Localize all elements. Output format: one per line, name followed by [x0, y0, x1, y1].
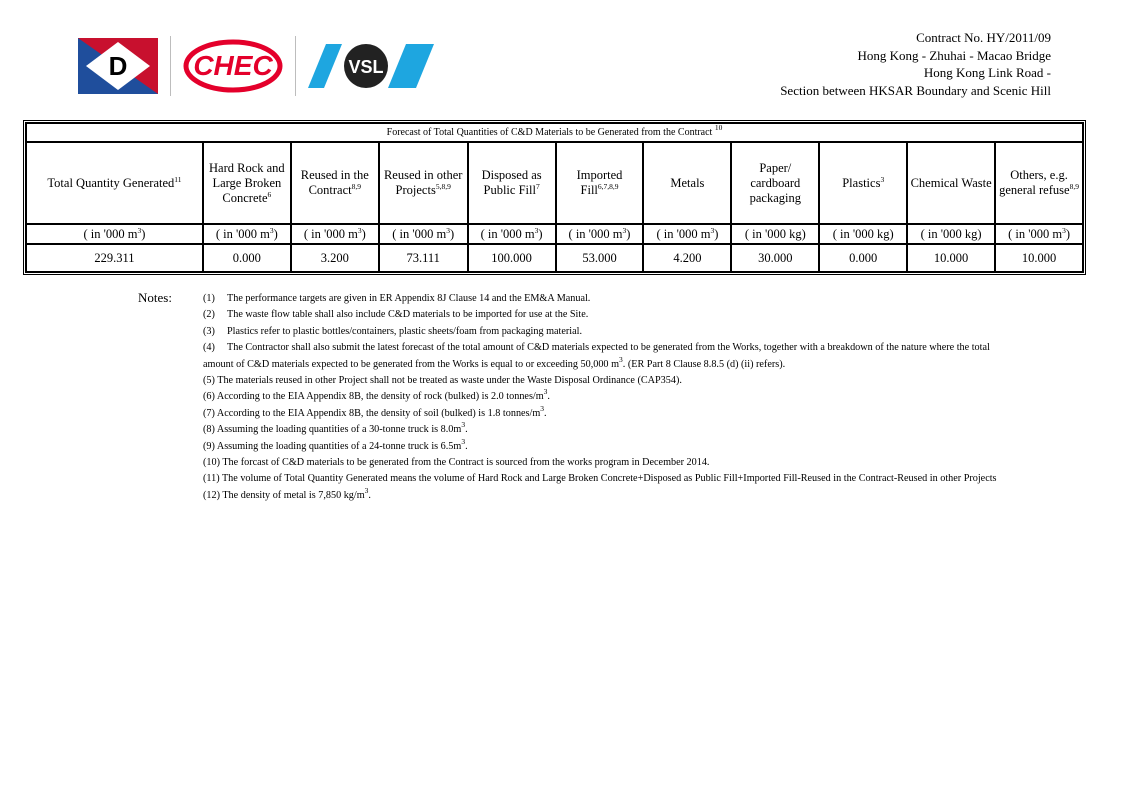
chec-logo-text: CHEC — [193, 50, 273, 81]
note-text: (5) The materials reused in other Project shall not be treated as waste under the Waste Disposal Ordinance (CAP354). — [203, 375, 682, 387]
column-header: Chemical Waste — [907, 142, 995, 224]
road-name: Hong Kong Link Road - — [923, 65, 1051, 80]
d-company-logo — [78, 38, 158, 94]
table-caption: Forecast of Total Quantities of C&D Materials to be Generated from the Contract $^{10}$ — [26, 123, 1083, 142]
note-text: (6) According to the EIA Appendix 8B, the density of rock (bulked) is 2.0 tonnes/m — [203, 391, 544, 403]
unit-cell: ( in '000 kg) — [819, 224, 907, 244]
note-item: (9) Assuming the loading quantities of a 24-tonne truck is $6.5m^3$. — [203, 438, 468, 452]
unit-cell: ( in '000 $m^3$) — [379, 224, 468, 244]
logo-divider — [295, 36, 296, 96]
value-row — [26, 244, 1083, 272]
column-header: Others, e.g. general refuse$^{8,9}$ — [995, 142, 1083, 224]
note-item — [203, 340, 1088, 356]
note-text: The waste flow table shall also include C&D materials to be imported for use at the Site. — [227, 309, 589, 321]
unit-cell: ( in '000 $m^3$) — [26, 224, 203, 244]
value-cell: 10.000 — [995, 244, 1083, 272]
notes-label: Notes: — [138, 290, 172, 305]
note-item — [203, 307, 1088, 323]
unit-row — [26, 224, 1083, 244]
note-item — [203, 373, 1088, 389]
note-text: (10) The forcast of C&D materials to be generated from the Contract is sourced from the works program in December 2014. — [203, 457, 710, 469]
value-cell: 0.000 — [203, 244, 291, 272]
value-cell: 4.200 — [643, 244, 731, 272]
note-item: (12) The density of metal is 7,850 $kg/m^3$. — [203, 487, 371, 501]
value-cell: 100.000 — [468, 244, 556, 272]
note-number: (3) — [203, 325, 215, 337]
value-cell: 73.111 — [379, 244, 468, 272]
contract-header — [780, 29, 1051, 99]
column-header: Imported Fill$^{6,7,8,9}$ — [556, 142, 644, 224]
value-cell: 53.000 — [556, 244, 644, 272]
section-name: Section between HKSAR Boundary and Scenic Hill — [780, 82, 1051, 98]
unit-cell: ( in '000 $m^3$) — [203, 224, 291, 244]
unit-cell: ( in '000 kg) — [731, 224, 819, 244]
vsl-logo-text: VSL — [348, 57, 384, 77]
value-cell: 30.000 — [731, 244, 819, 272]
logo-divider — [170, 36, 171, 96]
unit-cell: ( in '000 $m^3$) — [291, 224, 379, 244]
note-text: The Contractor shall also submit the latest forecast of the total amount of C&D materials expected to be generated from the Works, together with a breakdown of the nature where the total — [227, 342, 990, 354]
note-item — [203, 471, 1088, 487]
unit-cell: ( in '000 $m^3$) — [995, 224, 1083, 244]
value-cell: 10.000 — [907, 244, 995, 272]
value-cell: 229.311 — [26, 244, 203, 272]
d-logo-letter: D — [108, 51, 128, 81]
forecast-quantities-table — [23, 120, 1086, 275]
note-number: (1) — [203, 293, 215, 304]
note-text: amount of C&D materials expected to be generated from the Works is equal to or exceeding 50,000 m — [203, 358, 619, 370]
note-item — [203, 455, 1088, 471]
notes-list — [203, 291, 1088, 504]
value-cell: 3.200 — [291, 244, 379, 272]
note-item — [203, 324, 1088, 340]
note-item: amount of C&D materials expected to be generated from the Works is equal to or exceeding 50,000 $m^3$. (ER Part 8 Clause 8.8.5 (d) (ii) refers). — [203, 356, 786, 370]
column-header-row — [26, 142, 1083, 224]
chec-logo — [183, 38, 283, 94]
column-header: Reused in the Contract$^{8,9}$ — [291, 142, 379, 224]
note-text: (9) Assuming the loading quantities of a 24-tonne truck is 6.5m — [203, 440, 462, 452]
value-cell: 0.000 — [819, 244, 907, 272]
note-number: (4) — [203, 342, 215, 354]
column-header: Plastics$^3$ — [819, 142, 907, 224]
note-text: The performance targets are given in ER Appendix 8J Clause 14 and the EM&A Manual. — [227, 293, 591, 304]
note-text: Plastics refer to plastic bottles/containers, plastic sheets/foam from packaging material. — [227, 325, 583, 337]
note-text: (8) Assuming the loading quantities of a 30-tonne truck is 8.0m — [203, 424, 462, 436]
column-header: Reused in other Projects$^{5,8,9}$ — [379, 142, 468, 224]
unit-cell: ( in '000 $m^3$) — [643, 224, 731, 244]
unit-cell: ( in '000 $m^3$) — [468, 224, 556, 244]
contract-number: Contract No. HY/2011/09 — [916, 30, 1051, 45]
note-text: (11) The volume of Total Quantity Generated means the volume of Hard Rock and Large Broken Concrete+Disposed as Public Fill+Imported Fill-Reused in the Contract-Reused in other Projects — [203, 473, 997, 485]
note-item: (8) Assuming the loading quantities of a 30-tonne truck is $8.0m^3$. — [203, 422, 468, 436]
column-header: Paper/ cardboard packaging — [731, 142, 819, 224]
project-name: Hong Kong - Zhuhai - Macao Bridge — [857, 47, 1051, 63]
column-header: Metals — [643, 142, 731, 224]
note-item — [203, 291, 1088, 307]
note-item: (7) According to the EIA Appendix 8B, the density of soil (bulked) is 1.8 tonnes/$m^3$. — [203, 405, 547, 419]
unit-cell: ( in '000 kg) — [907, 224, 995, 244]
unit-cell: ( in '000 $m^3$) — [556, 224, 644, 244]
company-logos — [78, 34, 438, 98]
column-header: Disposed as Public Fill$^7$ — [468, 142, 556, 224]
column-header: Total Quantity Generated$^{11}$ — [26, 142, 203, 224]
vsl-logo — [308, 38, 438, 94]
note-text: (7) According to the EIA Appendix 8B, the density of soil (bulked) is 1.8 tonnes/m — [203, 407, 541, 419]
note-item: (6) According to the EIA Appendix 8B, the density of rock (bulked) is 2.0 tonnes/$m^3$. — [203, 389, 550, 403]
note-text: (12) The density of metal is 7,850 kg/m — [203, 489, 365, 501]
column-header: Hard Rock and Large Broken Concrete$^6$ — [203, 142, 291, 224]
note-number: (2) — [203, 309, 215, 321]
